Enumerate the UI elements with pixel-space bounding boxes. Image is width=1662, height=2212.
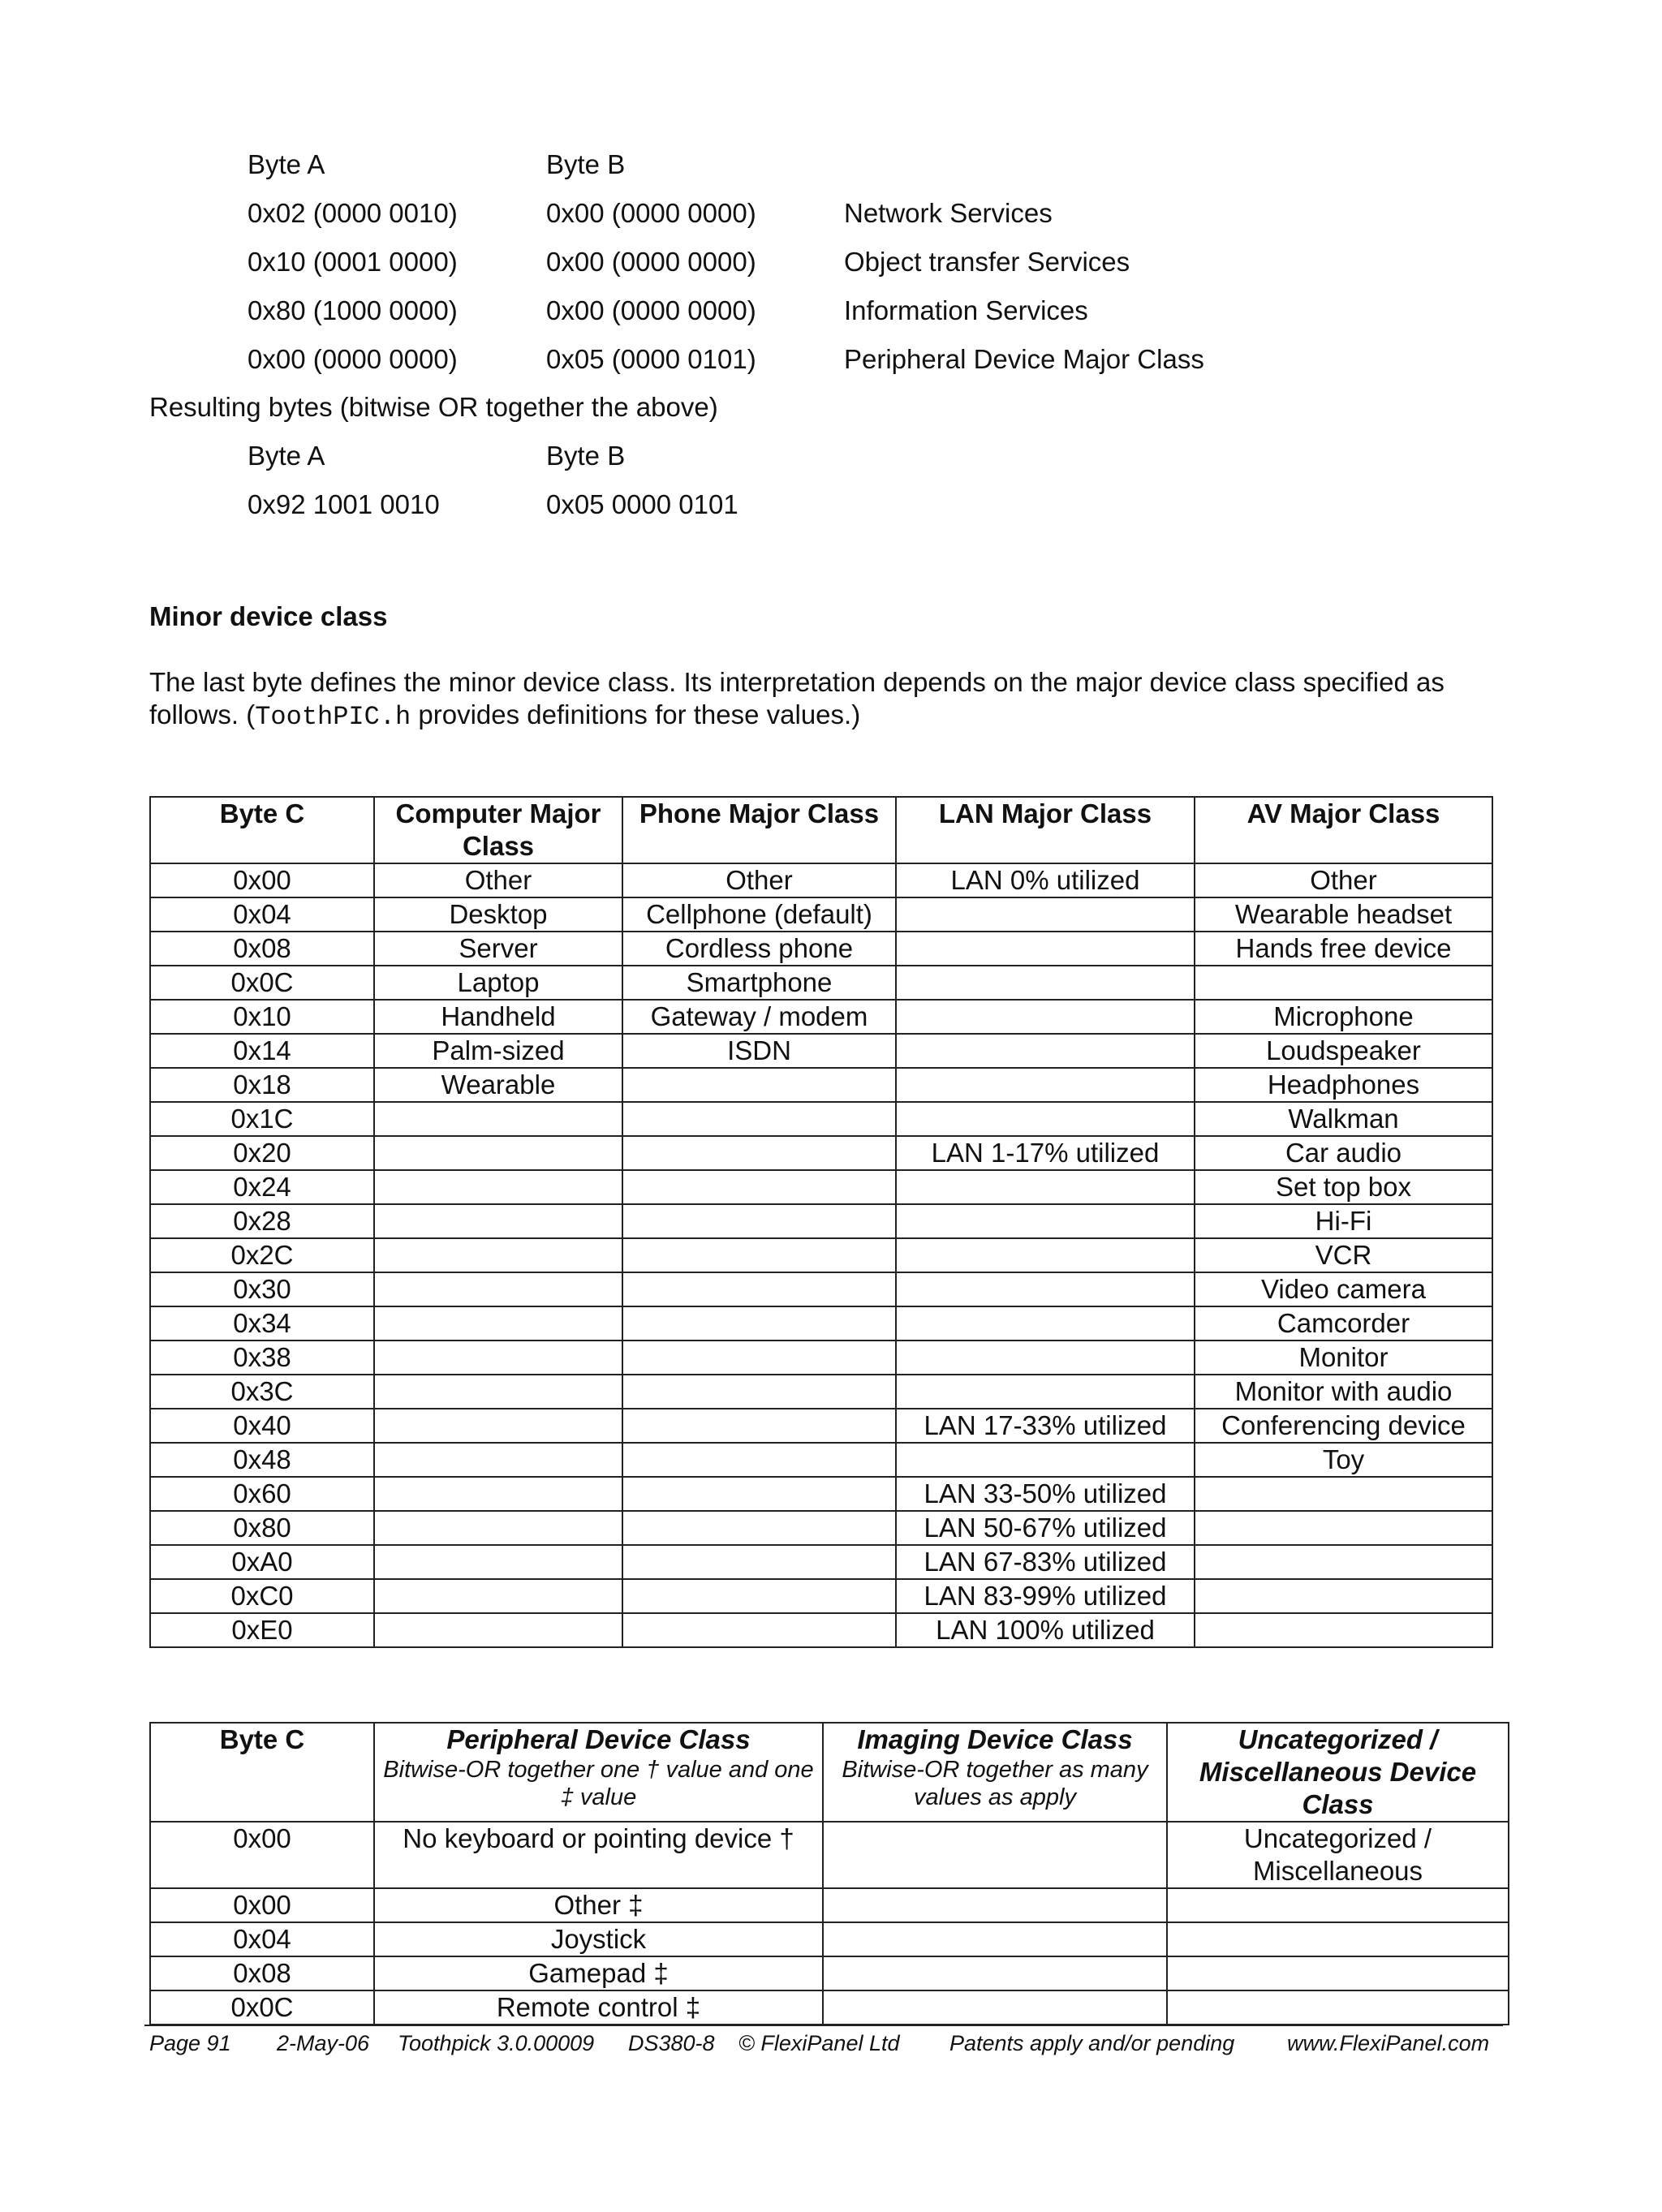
cell-av: Hi-Fi (1195, 1204, 1492, 1238)
cell-computer (374, 1511, 622, 1545)
row3-byte-b: 0x00 (0000 0000) (546, 295, 756, 325)
table-row (150, 1443, 1492, 1477)
table-row (150, 1136, 1492, 1170)
cell-byte-c: 0x08 (150, 1956, 374, 1990)
cell-computer (374, 1613, 622, 1647)
table-row (150, 1238, 1492, 1272)
table-row (150, 932, 1492, 966)
cell-byte-c: 0x04 (150, 897, 374, 932)
byte-a-header: Byte A (248, 149, 325, 179)
row4-byte-a: 0x00 (0000 0000) (248, 344, 458, 374)
cell-computer (374, 1136, 622, 1170)
table-row (150, 863, 1492, 897)
cell-lan (896, 1238, 1195, 1272)
cell-av (1195, 966, 1492, 1000)
cell-lan (896, 1102, 1195, 1136)
cell-byte-c: 0xC0 (150, 1579, 374, 1613)
header-av: AV Major Class (1195, 797, 1492, 863)
cell-computer: Laptop (374, 966, 622, 1000)
cell-byte-c: 0x80 (150, 1511, 374, 1545)
cell-lan: LAN 0% utilized (896, 863, 1195, 897)
cell-lan (896, 1272, 1195, 1306)
cell-peripheral: Remote control ‡ (374, 1990, 823, 2025)
table-row (150, 1306, 1492, 1341)
table-row (150, 1170, 1492, 1204)
cell-peripheral: Gamepad ‡ (374, 1956, 823, 1990)
header-uncategorized (1167, 1723, 1509, 1822)
cell-byte-c: 0x60 (150, 1477, 374, 1511)
footer-date: 2-May-06 (277, 2031, 370, 2055)
cell-phone (622, 1341, 896, 1375)
cell-phone (622, 1272, 896, 1306)
table-row (150, 1888, 1509, 1922)
code-filename: ToothPIC.h (255, 702, 411, 732)
cell-imaging (823, 1956, 1167, 1990)
table-row (150, 1375, 1492, 1409)
cell-phone (622, 1306, 896, 1341)
cell-imaging (823, 1922, 1167, 1956)
cell-av: Loudspeaker (1195, 1034, 1492, 1068)
cell-lan: LAN 67-83% utilized (896, 1545, 1195, 1579)
footer-product: Toothpick 3.0.00009 (398, 2031, 595, 2055)
cell-av: Other (1195, 863, 1492, 897)
cell-av: Headphones (1195, 1068, 1492, 1102)
table-row (150, 1477, 1492, 1511)
cell-computer: Other (374, 863, 622, 897)
header-phone: Phone Major Class (622, 797, 896, 863)
result-byte-a-header: Byte A (248, 441, 325, 471)
cell-av: Toy (1195, 1443, 1492, 1477)
footer-patents: Patents apply and/or pending (949, 2031, 1235, 2055)
cell-computer (374, 1272, 622, 1306)
cell-av: Monitor (1195, 1341, 1492, 1375)
peripheral-class-table-body (150, 1822, 1509, 2025)
row3-description: Information Services (844, 295, 1088, 325)
cell-computer (374, 1204, 622, 1238)
table-row (150, 1000, 1492, 1034)
cell-byte-c: 0xA0 (150, 1545, 374, 1579)
cell-computer (374, 1579, 622, 1613)
cell-phone (622, 1204, 896, 1238)
cell-computer: Server (374, 932, 622, 966)
cell-phone (622, 1170, 896, 1204)
table-row (150, 1613, 1492, 1647)
cell-imaging (823, 1990, 1167, 2025)
cell-lan (896, 1034, 1195, 1068)
table-row (150, 1545, 1492, 1579)
cell-byte-c: 0x28 (150, 1204, 374, 1238)
cell-computer: Palm-sized (374, 1034, 622, 1068)
cell-lan (896, 1000, 1195, 1034)
cell-peripheral: Other ‡ (374, 1888, 823, 1922)
cell-byte-c: 0x18 (150, 1068, 374, 1102)
cell-byte-c: 0xE0 (150, 1613, 374, 1647)
cell-byte-c: 0x00 (150, 863, 374, 897)
cell-peripheral: No keyboard or pointing device † (374, 1822, 823, 1888)
table-row (150, 1034, 1492, 1068)
cell-uncategorized (1167, 1888, 1509, 1922)
footer-url: www.FlexiPanel.com (1287, 2031, 1490, 2055)
cell-phone (622, 1579, 896, 1613)
cell-byte-c: 0x38 (150, 1341, 374, 1375)
cell-lan (896, 1341, 1195, 1375)
table-row (150, 966, 1492, 1000)
header-computer: Computer Major Class (374, 797, 622, 863)
cell-av: Camcorder (1195, 1306, 1492, 1341)
cell-byte-c: 0x10 (150, 1000, 374, 1034)
cell-uncategorized: Uncategorized / Miscellaneous (1167, 1822, 1509, 1888)
cell-lan: LAN 83-99% utilized (896, 1579, 1195, 1613)
cell-phone: Smartphone (622, 966, 896, 1000)
header-imaging-title: Imaging Device Class (857, 1724, 1133, 1754)
header-byte-c: Byte C (150, 797, 374, 863)
cell-lan (896, 1443, 1195, 1477)
footer-page: Page 91 (149, 2031, 231, 2055)
row1-description: Network Services (844, 198, 1053, 228)
cell-peripheral: Joystick (374, 1922, 823, 1956)
header-lan: LAN Major Class (896, 797, 1195, 863)
cell-phone: Cordless phone (622, 932, 896, 966)
row3-byte-a: 0x80 (1000 0000) (248, 295, 458, 325)
cell-lan: LAN 17-33% utilized (896, 1409, 1195, 1443)
cell-byte-c: 0x30 (150, 1272, 374, 1306)
cell-lan: LAN 50-67% utilized (896, 1511, 1195, 1545)
table-row (150, 1579, 1492, 1613)
cell-byte-c: 0x08 (150, 932, 374, 966)
header-imaging (823, 1723, 1167, 1822)
cell-lan (896, 932, 1195, 966)
table-row (150, 1272, 1492, 1306)
cell-lan (896, 1068, 1195, 1102)
cell-phone (622, 1238, 896, 1272)
cell-byte-c: 0x40 (150, 1409, 374, 1443)
minor-class-paragraph (149, 666, 1513, 734)
cell-computer (374, 1341, 622, 1375)
row1-byte-b: 0x00 (0000 0000) (546, 198, 756, 228)
cell-phone (622, 1102, 896, 1136)
cell-phone: Other (622, 863, 896, 897)
cell-av: Walkman (1195, 1102, 1492, 1136)
para-text-1: The last byte defines the minor device class. Its interpretation depends on the major device class specified as follows. ( (149, 667, 1445, 729)
table-row (150, 1204, 1492, 1238)
header-imaging-note: Bitwise-OR together as many values as apply (842, 1757, 1148, 1810)
cell-lan (896, 1204, 1195, 1238)
result-byte-b-header: Byte B (546, 441, 626, 471)
cell-byte-c: 0x04 (150, 1922, 374, 1956)
table-row (150, 1922, 1509, 1956)
cell-computer: Handheld (374, 1000, 622, 1034)
table-row (150, 1409, 1492, 1443)
cell-phone: Cellphone (default) (622, 897, 896, 932)
cell-computer (374, 1375, 622, 1409)
cell-computer (374, 1170, 622, 1204)
header-peripheral-note: Bitwise-OR together one † value and one ‡ value (383, 1757, 814, 1810)
table-row (150, 1068, 1492, 1102)
peripheral-class-table (149, 1722, 1509, 2025)
cell-computer (374, 1409, 622, 1443)
cell-phone (622, 1511, 896, 1545)
cell-byte-c: 0x1C (150, 1102, 374, 1136)
header-uncategorized-title: Uncategorized / Miscellaneous Device Class (1199, 1724, 1477, 1819)
cell-phone (622, 1613, 896, 1647)
cell-av: Video camera (1195, 1272, 1492, 1306)
cell-phone (622, 1443, 896, 1477)
byte-b-header: Byte B (546, 149, 626, 179)
cell-av (1195, 1613, 1492, 1647)
cell-byte-c: 0x34 (150, 1306, 374, 1341)
result-label: Resulting bytes (bitwise OR together the above) (149, 392, 718, 422)
cell-av: Set top box (1195, 1170, 1492, 1204)
cell-av (1195, 1545, 1492, 1579)
table-row (150, 1511, 1492, 1545)
para-text-2: provides definitions for these values.) (411, 699, 861, 729)
footer-doc: DS380-8 (628, 2031, 715, 2055)
major-class-table-body (150, 863, 1492, 1647)
cell-av: Car audio (1195, 1136, 1492, 1170)
row2-byte-b: 0x00 (0000 0000) (546, 247, 756, 277)
row2-description: Object transfer Services (844, 247, 1130, 277)
cell-av: VCR (1195, 1238, 1492, 1272)
row4-byte-b: 0x05 (0000 0101) (546, 344, 756, 374)
cell-lan (896, 1375, 1195, 1409)
footer-copyright: © FlexiPanel Ltd (738, 2031, 900, 2055)
cell-av: Wearable headset (1195, 897, 1492, 932)
cell-phone (622, 1375, 896, 1409)
cell-imaging (823, 1888, 1167, 1922)
cell-byte-c: 0x20 (150, 1136, 374, 1170)
footer-rule (144, 2025, 1503, 2026)
cell-uncategorized (1167, 1956, 1509, 1990)
cell-phone: Gateway / modem (622, 1000, 896, 1034)
header2-byte-c: Byte C (150, 1723, 374, 1822)
cell-av (1195, 1579, 1492, 1613)
cell-lan (896, 897, 1195, 932)
table-row (150, 1102, 1492, 1136)
header-peripheral (374, 1723, 823, 1822)
table-row (150, 897, 1492, 932)
cell-lan: LAN 1-17% utilized (896, 1136, 1195, 1170)
row1-byte-a: 0x02 (0000 0010) (248, 198, 458, 228)
cell-byte-c: 0x0C (150, 966, 374, 1000)
cell-av: Conferencing device (1195, 1409, 1492, 1443)
cell-av (1195, 1477, 1492, 1511)
cell-byte-c: 0x00 (150, 1822, 374, 1888)
cell-av (1195, 1511, 1492, 1545)
cell-computer (374, 1477, 622, 1511)
table-row (150, 1341, 1492, 1375)
table-row (150, 1990, 1509, 2025)
cell-phone: ISDN (622, 1034, 896, 1068)
cell-byte-c: 0x24 (150, 1170, 374, 1204)
cell-uncategorized (1167, 1922, 1509, 1956)
cell-phone (622, 1477, 896, 1511)
cell-lan (896, 1306, 1195, 1341)
cell-lan (896, 966, 1195, 1000)
cell-computer (374, 1306, 622, 1341)
cell-byte-c: 0x48 (150, 1443, 374, 1477)
cell-lan: LAN 100% utilized (896, 1613, 1195, 1647)
cell-av: Microphone (1195, 1000, 1492, 1034)
result-byte-b: 0x05 0000 0101 (546, 489, 738, 519)
cell-phone (622, 1068, 896, 1102)
cell-uncategorized (1167, 1990, 1509, 2025)
cell-phone (622, 1545, 896, 1579)
cell-byte-c: 0x2C (150, 1238, 374, 1272)
cell-av: Hands free device (1195, 932, 1492, 966)
row4-description: Peripheral Device Major Class (844, 344, 1204, 374)
table-row (150, 1822, 1509, 1888)
cell-computer (374, 1102, 622, 1136)
cell-computer (374, 1238, 622, 1272)
row2-byte-a: 0x10 (0001 0000) (248, 247, 458, 277)
cell-av: Monitor with audio (1195, 1375, 1492, 1409)
table-row (150, 1956, 1509, 1990)
cell-byte-c: 0x0C (150, 1990, 374, 2025)
cell-phone (622, 1409, 896, 1443)
cell-byte-c: 0x14 (150, 1034, 374, 1068)
major-class-table (149, 796, 1493, 1648)
result-byte-a: 0x92 1001 0010 (248, 489, 440, 519)
cell-byte-c: 0x3C (150, 1375, 374, 1409)
cell-lan (896, 1170, 1195, 1204)
cell-lan: LAN 33-50% utilized (896, 1477, 1195, 1511)
cell-computer: Wearable (374, 1068, 622, 1102)
minor-class-heading: Minor device class (149, 601, 388, 631)
cell-imaging (823, 1822, 1167, 1888)
cell-phone (622, 1136, 896, 1170)
cell-computer: Desktop (374, 897, 622, 932)
header-peripheral-title: Peripheral Device Class (446, 1724, 751, 1754)
cell-computer (374, 1443, 622, 1477)
cell-computer (374, 1545, 622, 1579)
cell-byte-c: 0x00 (150, 1888, 374, 1922)
